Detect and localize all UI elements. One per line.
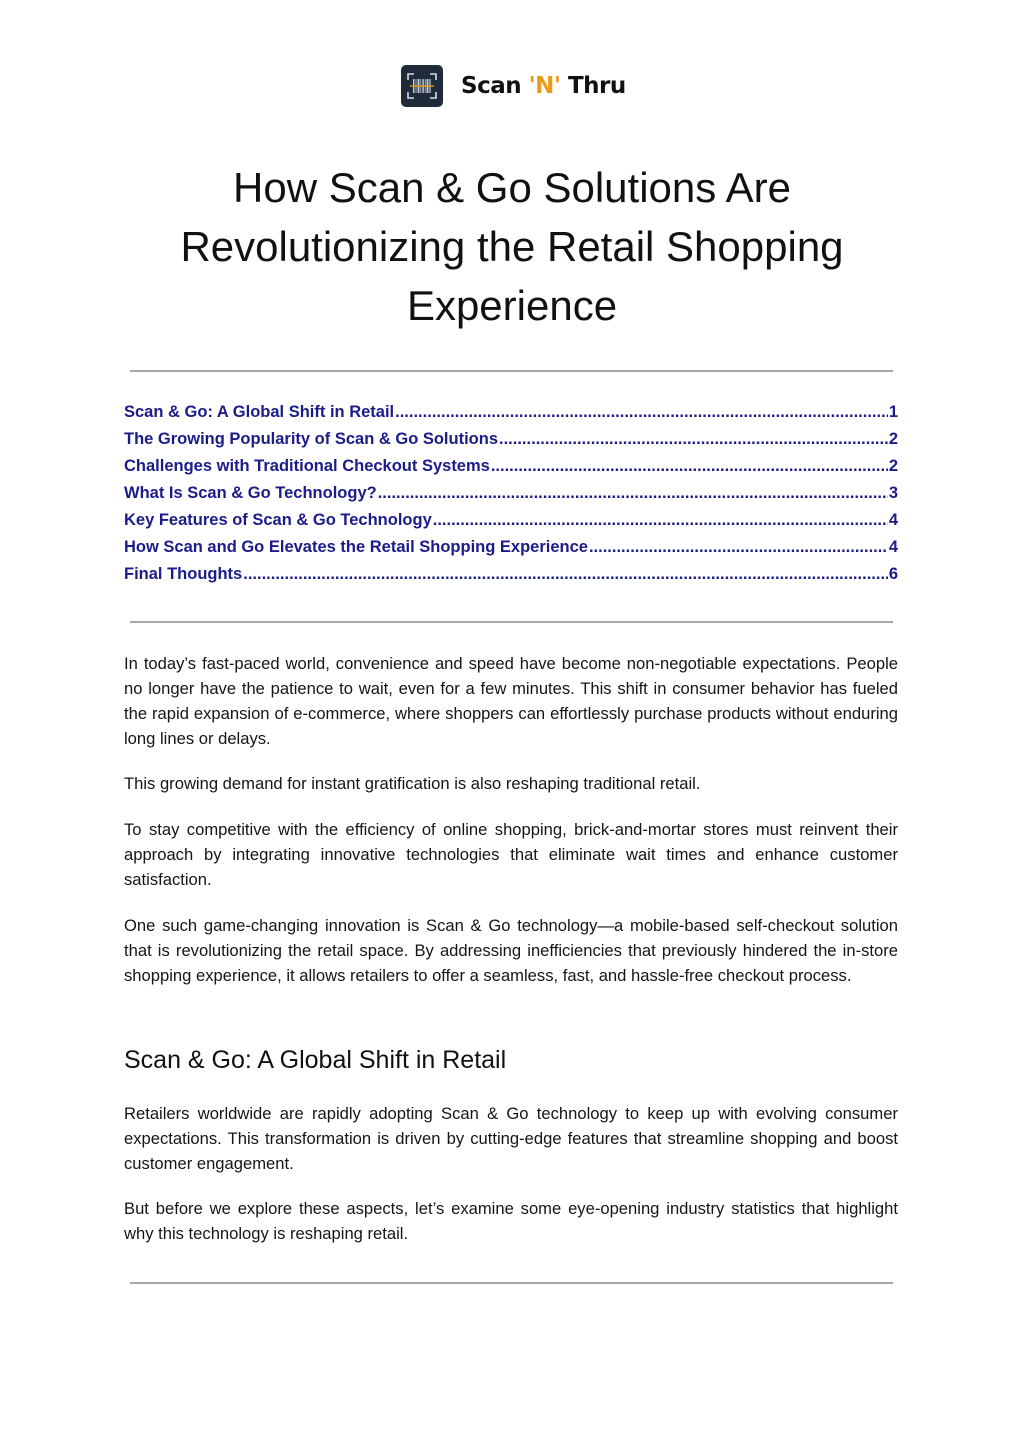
toc-entry[interactable] [124, 565, 898, 592]
toc-entry-label: Key Features of Scan & Go Technology [124, 511, 432, 529]
document-title: How Scan & Go Solutions Are Revolutionizing the Retail Shopping Experience [180, 164, 844, 329]
section-paragraph: Retailers worldwide are rapidly adopting Scan & Go technology to keep up with evolving consumer expectations. This transformation is driven by cutting-edge features that streamline shopping and boost customer engagement. [124, 1104, 898, 1173]
section-heading: Scan & Go: A Global Shift in Retail [124, 1046, 507, 1074]
intro-paragraph: In today’s fast-paced world, convenience and speed have become non-negotiable expectations. People no longer have the patience to wait, even for a few minutes. This shift in consumer behavior has fueled the rapid expansion of e-commerce, where shoppers can effortlessly purchase products without enduring long lines or delays. [124, 654, 898, 748]
toc-entry-label: Scan & Go: A Global Shift in Retail [124, 403, 395, 421]
toc-entry[interactable] [124, 430, 898, 457]
toc-leader-dots [395, 403, 888, 422]
toc-leader-dots [499, 430, 888, 449]
toc-entry[interactable] [124, 511, 898, 538]
intro-paragraph: One such game-changing innovation is Scan & Go technology—a mobile-based self-checkout solution that is revolutionizing the retail space. By addressing inefficiencies that previously hindered the in-store shopping experience, it allows retailers to offer a seamless, fast, and hassle-free checkout process. [124, 916, 898, 985]
toc-entry[interactable] [124, 403, 898, 430]
brand-name-part1: Scan [461, 73, 529, 99]
toc-entry-label: Challenges with Traditional Checkout Systems [124, 457, 490, 475]
toc-entry[interactable] [124, 484, 898, 511]
toc-entry-page: 2 [888, 457, 898, 475]
toc-entry-label: How Scan and Go Elevates the Retail Shopping Experience [124, 538, 588, 556]
toc-entry[interactable] [124, 538, 898, 565]
toc-entry-page: 6 [888, 565, 898, 583]
toc-leader-dots [433, 511, 888, 530]
toc-entry-label: What Is Scan & Go Technology? [124, 484, 377, 502]
toc-entry-page: 2 [888, 430, 898, 448]
table-of-contents [124, 403, 898, 592]
toc-entry-page: 4 [888, 538, 898, 556]
toc-leader-dots [491, 457, 888, 476]
intro-paragraph: This growing demand for instant gratification is also reshaping traditional retail. [124, 774, 701, 793]
toc-leader-dots [243, 565, 888, 584]
brand-name-part2: 'N' [528, 73, 561, 99]
toc-leader-dots [378, 484, 888, 503]
intro-paragraph: To stay competitive with the efficiency of online shopping, brick-and-mortar stores must reinvent their approach by integrating innovative technologies that eliminate wait times and enhance customer satisfaction. [124, 820, 898, 889]
brand-name-part3: Thru [560, 73, 626, 99]
divider [130, 621, 893, 623]
section-paragraph: But before we explore these aspects, let’s examine some eye-opening industry statistics that highlight why this technology is reshaping retail. [124, 1199, 898, 1243]
divider [130, 1282, 893, 1284]
divider [130, 370, 893, 372]
toc-entry-label: Final Thoughts [124, 565, 243, 583]
barcode-scan-icon [401, 65, 443, 107]
toc-entry-label: The Growing Popularity of Scan & Go Solutions [124, 430, 499, 448]
toc-entry-page: 3 [888, 484, 898, 502]
brand-logo [401, 64, 626, 108]
toc-entry[interactable] [124, 457, 898, 484]
toc-entry-page: 4 [888, 511, 898, 529]
brand-wordmark [461, 73, 626, 99]
toc-leader-dots [589, 538, 888, 557]
toc-entry-page: 1 [888, 403, 898, 421]
